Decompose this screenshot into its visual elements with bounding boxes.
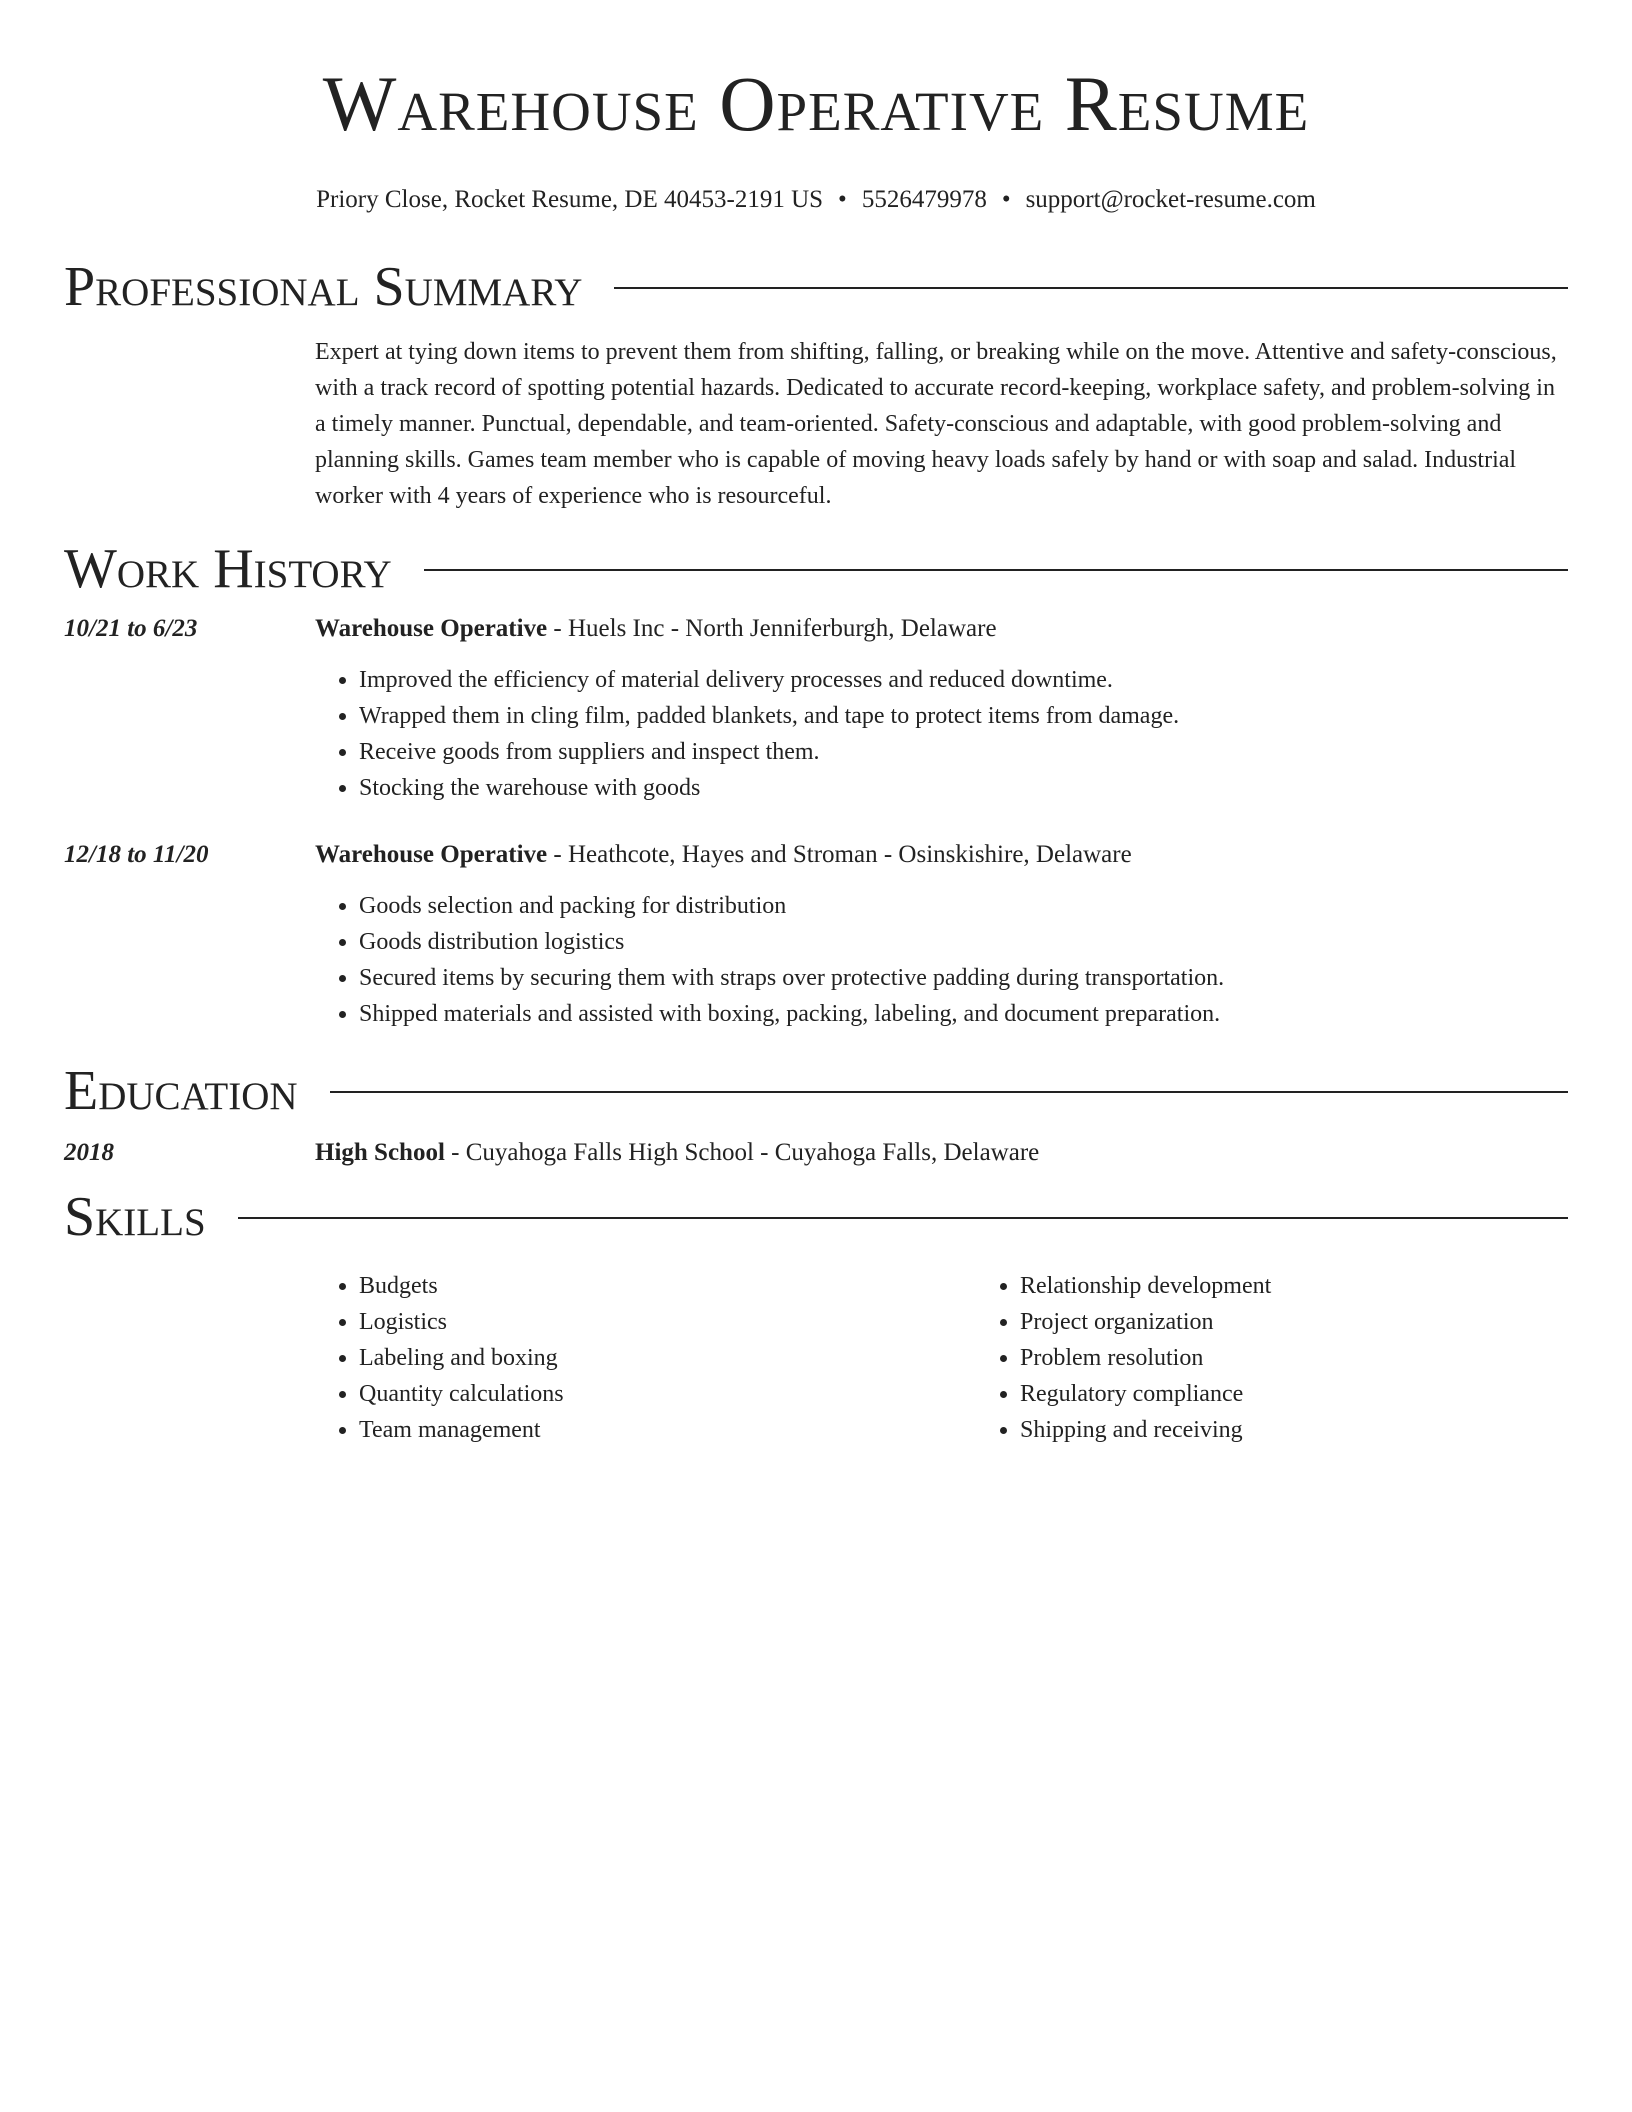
skills-columns [315, 1268, 1568, 1448]
skills-list-left [315, 1268, 976, 1448]
list-item: • Labeling and boxing [359, 1340, 976, 1376]
job-bullets [315, 662, 1568, 806]
list-item: • Relationship development [1020, 1268, 1632, 1304]
section-divider [424, 569, 1568, 571]
summary-heading: Professional Summary [64, 256, 583, 318]
job-dates: 12/18 to 11/20 [64, 841, 209, 868]
section-divider [238, 1217, 1568, 1219]
job-details: - Huels Inc - North Jenniferburgh, Delaware [547, 615, 997, 642]
education-degree: High School [315, 1139, 445, 1166]
list-item: • Team management [359, 1412, 976, 1448]
job-header-row [64, 612, 1568, 646]
job-title: Warehouse Operative [315, 615, 548, 642]
list-item: • Project organization [1020, 1304, 1632, 1340]
contact-email: support@rocket-resume.com [1025, 186, 1316, 213]
job-entry [64, 612, 1568, 806]
list-item: • Goods distribution logistics [359, 924, 1568, 960]
list-item: • Stocking the warehouse with goods [359, 770, 1568, 806]
job-heading [315, 838, 1132, 872]
contact-address: Priory Close, Rocket Resume, DE 40453-2191 US [316, 186, 824, 213]
job-bullets-container [315, 888, 1568, 1032]
work-section-header [64, 534, 1568, 604]
list-item: • Quantity calculations [359, 1376, 976, 1412]
education-heading-line [315, 1136, 1039, 1170]
job-dates: 10/21 to 6/23 [64, 615, 198, 642]
job-bullets [315, 888, 1568, 1032]
education-entry [64, 1136, 1568, 1170]
skills-heading: Skills [64, 1186, 206, 1248]
education-heading: Education [64, 1060, 298, 1122]
summary-section-header [64, 252, 1568, 322]
contact-line [64, 184, 1568, 216]
list-item: • Problem resolution [1020, 1340, 1632, 1376]
list-item: • Improved the efficiency of material delivery processes and reduced downtime. [359, 662, 1568, 698]
job-heading [315, 612, 997, 646]
job-title: Warehouse Operative [315, 841, 548, 868]
job-header-row [64, 838, 1568, 872]
section-divider [330, 1091, 1568, 1093]
list-item: • Shipping and receiving [1020, 1412, 1632, 1448]
list-item: • Secured items by securing them with straps over protective padding during transportation. [359, 960, 1568, 996]
resume-title: Warehouse Operative Resume [322, 60, 1310, 147]
list-item: • Regulatory compliance [1020, 1376, 1632, 1412]
contact-separator: • [1001, 186, 1011, 213]
list-item: • Wrapped them in cling film, padded blankets, and tape to protect items from damage. [359, 698, 1568, 734]
job-details: - Heathcote, Hayes and Stroman - Osinskishire, Delaware [547, 841, 1132, 868]
contact-phone: 5526479978 [861, 186, 987, 213]
list-item: • Logistics [359, 1304, 976, 1340]
list-item: • Shipped materials and assisted with boxing, packing, labeling, and document preparation. [359, 996, 1568, 1032]
summary-body [315, 334, 1568, 514]
section-divider [614, 287, 1568, 289]
education-details: - Cuyahoga Falls High School - Cuyahoga Falls, Delaware [444, 1139, 1040, 1166]
skills-section-header [64, 1182, 1568, 1252]
education-section-header [64, 1056, 1568, 1126]
list-item: • Receive goods from suppliers and inspect them. [359, 734, 1568, 770]
contact-separator: • [838, 186, 847, 213]
list-item: • Goods selection and packing for distribution [359, 888, 1568, 924]
job-bullets-container [315, 662, 1568, 806]
work-heading: Work History [64, 538, 392, 600]
summary-text: Expert at tying down items to prevent them from shifting, falling, or breaking while on the move. Attentive and safety-conscious, with a track record of spotting potential hazards. Dedicated to accurate record-keeping, workplace safety, and problem-solving in a timely manner. Punctual, dependable, and team-oriented. Safety-conscious and adaptable, with good problem-solving and planning skills. Games team member who is capable of moving heavy loads safely by hand or with soap and salad. Industrial worker with 4 years of experience who is resourceful. [315, 339, 1557, 509]
list-item: • Budgets [359, 1268, 976, 1304]
job-entry [64, 838, 1568, 1032]
skills-list-right [976, 1268, 1632, 1448]
education-year: 2018 [64, 1139, 114, 1166]
